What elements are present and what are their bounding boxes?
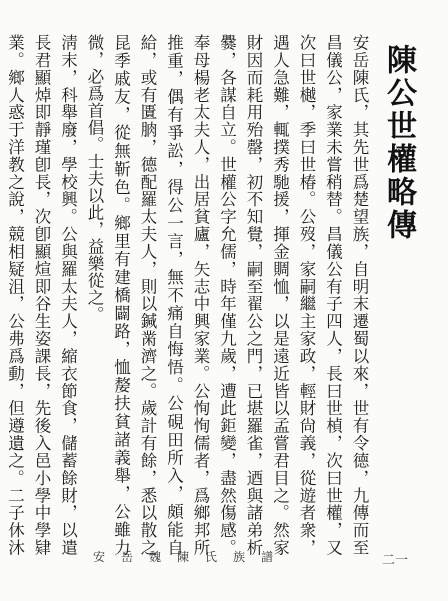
document-title: 陳公世權略傳	[381, 44, 416, 242]
page-number: 二一	[382, 553, 409, 568]
body-paragraph-2: 淸末，科舉廢，學校興。公與羅太夫人，縮衣節食，儲蓄餘財，以遣長君顯焯即靜瑾卽長，次卽顯煊即谷生姿課長，先後入邑小學中學肄業。鄉人惑于洋教之說，競相疑沮，公弗爲動，但遵遺之。二子休沐	[5, 34, 78, 556]
body-paragraph-1: 安岳陳氏，其先世爲楚望族，自明末遷蜀以來，世有令德，九傳而至昌儀公，家業未嘗稍替。昌儀公有子四人，長曰世楨，次曰世權，又次曰世樾，季曰世椿。公歿，家嗣繼主家政，輕財尙義，從遊者衆，遇人急難，輒撲秀馳援，揮金賙恤，以是遠近皆以孟嘗君目之。然家財因而耗用殆罄，初不知覺，嗣至翟公之門，已堪羅雀，迺與諸弟析爨，各謀自立。世權公字允儒，時年僅九歲，遭此鉅變，盡然傷感。奉母楊老太夫人，出居貧廬，矢志中興家業。公恂恂儒者，爲鄉邦所推重，偶有爭訟，得公一言，無不痛自悔悟。公硯田所入，頗能自給，或有匱朒，德配羅太夫人，則以鍼黹濟之。歲計有餘，悉以散之昆季戚友，從無靳色。鄉里有建橋闢路，恤嫠扶貧諸義舉，公雖力微，必爲首倡。士夫以此，益樂從之。	[85, 34, 369, 556]
running-head: 安岳魏陳氏族譜	[93, 550, 290, 564]
